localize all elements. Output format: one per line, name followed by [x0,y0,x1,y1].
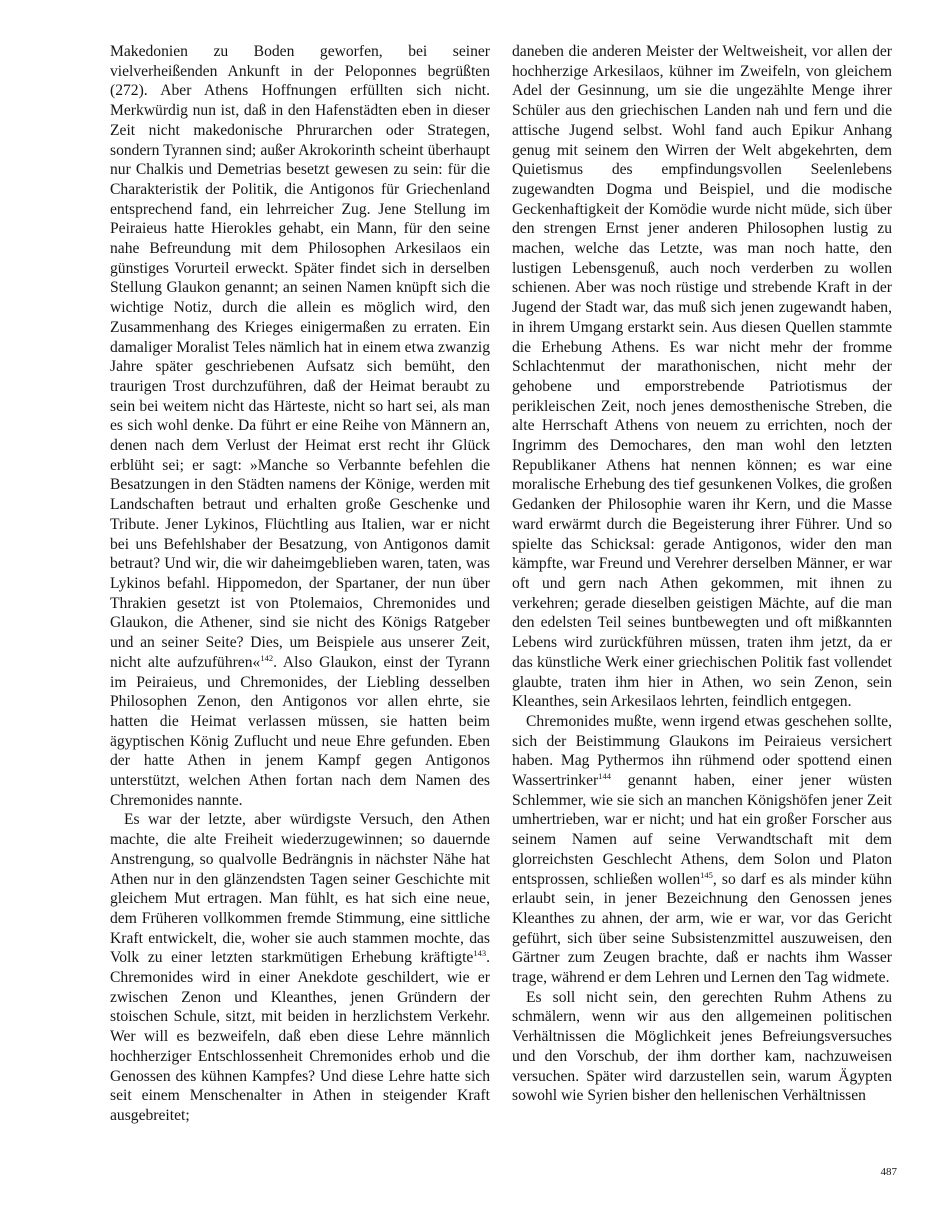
page-number: 487 [880,1166,897,1178]
text-run: Es war der letzte, aber würdigste Versuch, den Athen machte, die alte Freiheit wiederzugewinnen; so dauernde Anstrengung, so qualvolle Bedrängnis in nächster Nähe hat Athen nur in den glänzendsten Tagen seiner Geschichte mit gleichem Mut ertragen. Man fühlt, es hat sich eine neue, dem Früheren vollkommen fremde Stimmung, eine sittliche Kraft entwickelt, die, woher sie auch stammen mochte, das Volk zu einer letzten starkmütigen Erhebung kräftigte [110,811,490,967]
footnote-ref: 143 [473,948,487,959]
text-run: . Chremonides wird in einer Anekdote geschildert, wie er zwischen Zenon und Kleanthes, jenen Gründern der stoischen Schule, sitzt, mit beiden in herzlichstem Verkehr. Wer will es bezweifeln, daß eben diese Lehre männlich hochherziger Entschlossenheit Chremonides erhob und die Genossen des kühnen Kampfes? Und diese Lehre hatte sich seit einem Menschenalter in Athen in steigender Kraft ausgebreitet; [110,949,490,1124]
text-run: Chremonides mußte, wenn irgend etwas geschehen sollte, sich der Beistimmung Glaukons im Peiraieus versichert haben. Mag Pythermos ihn rühmend oder spottend einen Wassertrinker [512,712,892,790]
paragraph [110,42,490,810]
left-text-column [110,42,490,1126]
text-run: , so darf es als minder kühn erlaubt sein, in jener Bezeichnung den Genossen jenes Kleanthes zu ahnen, der arm, wie er war, vor das Gericht geführt, sich über seine Subsistenzmittel auszuweisen, den Gärtner zum Zeugen brachte, daß er nachts ihm Wasser trage, während er dem Lehren und Lernen den Tag widmete. [512,870,892,987]
paragraph [110,810,490,1125]
text-run: Es soll nicht sein, den gerechten Ruhm Athens zu schmälern, wenn wir aus den allgemeinen politischen Verhältnissen die Möglichkeit jenes Befreiungsversuches und den Vorschub, der ihm dorther kam, nachzuweisen versuchen. Später wird darzustellen sein, warum Ägypten sowohl wie Syrien bisher den hellenischen Verhältnissen [512,988,892,1105]
paragraph [512,988,892,1106]
text-run: daneben die anderen Meister der Weltweisheit, vor allen der hochherzige Arkesilaos, kühner im Zweifeln, von gleichem Adel der Gesinnung, um sie die ungezählte Menge ihrer Schüler aus den griechischen Landen nah und fern und die attische Jugend selbst. Wohl fand auch Epikur Anhang genug mit seinem den Wirren der Welt abgekehrten, dem Quietismus des empfindungsvollen Seelenlebens zugewandten Dogma und Beispiel, und die modische Geckenhaftigkeit der Komödie wurde nicht müde, sich über den strengen Ernst jener anderen Philosophen lustig zu machen, welche das Letzte, was man noch hatte, den lustigen Lebensgenuß, auch noch verderben zu wollen schienen. Aber was noch rüstige und strebende Kraft in der Jugend der Stadt war, das muß sich jenen zugewandt haben, in ihrem Umgang erstarkt sein. Aus diesen Quellen stammte die Erhebung Athens. Es war nicht mehr der fromme Schlachtenmut der marathonischen, nicht mehr der gehobene und emporstrebende Patriotismus der perikleischen Zeit, noch jenes demosthenische Streben, die alte Herrschaft Athens von neuem zu errichten, noch der Ingrimm des Demochares, den man wohl den letzten Republikaner Athens hat nennen können; es war eine moralische Erhebung des tief gesunkenen Volkes, die großen Gedanken der Philosophie waren ihr Kern, und die Masse ward erwärmt durch die Begeisterung ihrer Führer. Und so spielte das Schicksal: gerade Antigonos, wider den man kämpfte, war Freund und Verehrer derselben Männer, er war oft und gern nach Athen gekommen, mit ihnen zu verkehren; gerade dieselben geistigen Mächte, auf die man den edelsten Teil seines buntbewegten und oft mißkannten Lebens wird zurückführen müssen, traten ihm jetzt, da er das künstliche Werk einer griechischen Politik fast vollendet glaubte, traten ihm hier in Athen, wo sein Zenon, sein Kleanthes, sein Arkesilaos lehrten, feindlich entgegen. [512,43,892,711]
footnote-ref: 144 [598,771,611,782]
paragraph [512,712,892,988]
right-text-column [512,42,892,1106]
paragraph [512,42,892,712]
text-run: Makedonien zu Boden geworfen, bei seiner vielverheißenden Ankunft in der Peloponnes begrüßten (272). Aber Athens Hoffnungen erfüllten sich nicht. Merkwürdig nun ist, daß in den Hafenstädten eben in dieser Zeit nicht makedonische Phrurarchen oder Strategen, sondern Tyrannen sind; außer Akrokorinth scheint überhaupt nur Chalkis und Demetrias besetzt gewesen zu sein: für die Charakteristik der Politik, die Antigonos für Griechenland entsprechend fand, ein lehrreicher Zug. Jene Stellung im Peiraieus hatte Hierokles gehabt, ein Mann, für den seine nahe Befreundung mit dem Philosophen Arkesilaos ein günstiges Vorurteil erweckt. Später findet sich in derselben Stellung Glaukon genannt; an seinen Namen knüpft sich die wichtige Notiz, durch die allein es möglich wird, den Zusammenhang des Krieges einigermaßen zu erraten. Ein damaliger Moralist Teles nämlich hat in einem etwa zwanzig Jahre später geschriebenen Aufsatz sich bemüht, den traurigen Trost durchzuführen, daß der Heimat beraubt zu sein bei weitem nicht das Härteste, nicht so hart sei, als man es sich wohl denke. Da führt er eine Reihe von Männern an, denen nach dem Verlust der Heimat erst recht ihr Glück erblüht sei; er sagt: »Manche so Verbannte befehlen die Besatzungen in den Städten namens der Könige, werden mit Landschaften betraut und erhalten große Geschenke und Tribute. Jener Lykinos, Flüchtling aus Italien, war er nicht bei uns Befehlshaber der Besatzung, von Antigonos damit betraut? Und wir, die wir daheimgeblieben waren, taten, was Lykinos befahl. Hippomedon, der Spartaner, der nun über Thrakien gesetzt ist von Ptolemaios, Chremonides und Glaukon, die Athener, sind sie nicht des Königs Ratgeber und an seiner Seite? Dies, um Beispiele aus unserer Zeit, nicht alte aufzuführen« [110,43,490,671]
footnote-ref: 142 [260,652,274,663]
text-run: . Also Glaukon, einst der Tyrann im Peiraieus, und Chremonides, der Liebling desselben Philosophen Zenon, den Antigonos vor allen ehrte, sie hatten die Heimat verlassen müssen, sie hatten beim ägyptischen König Zuflucht und neue Ehre gefunden. Eben der hatte Athen in jenem Kampf gegen Antigonos unterstützt, welchen Athen fortan nach dem Namen des Chremonides nannte. [110,653,490,809]
text-run: genannt haben, einer jener wüsten Schlemmer, wie sie sich an manchen Königshöfen jener Zeit umhertrieben, war er nicht; und hat ein großer Forscher aus seinem Namen auf seine Verwandtschaft mit dem glorreichsten Geschlecht Athens, dem Solon und Platon entsprossen, schließen wollen [512,772,892,888]
footnote-ref: 145 [700,869,713,880]
